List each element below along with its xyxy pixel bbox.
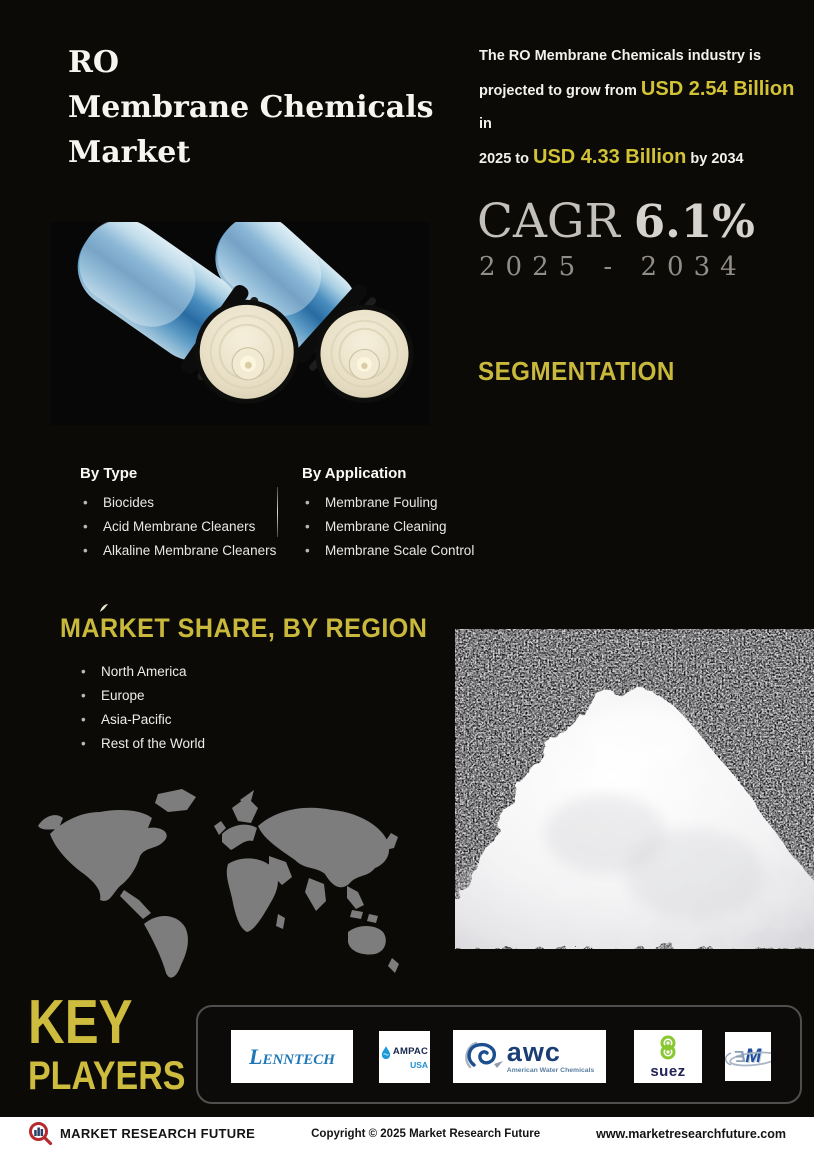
logo-suez	[634, 1030, 702, 1083]
market-projection-text	[479, 40, 811, 176]
em-swoosh-icon	[725, 1049, 771, 1069]
cagr-block	[477, 194, 755, 249]
cagr-period: 2025 - 2034	[479, 252, 747, 282]
projection-value-2034: USD 4.33 Billion	[533, 146, 687, 168]
logo-awc	[453, 1030, 606, 1083]
list-item: • Biocides	[80, 491, 276, 515]
logo-ampac-usa	[379, 1031, 430, 1083]
footer-bar	[0, 1117, 814, 1150]
ampac-wordmark: AMPAC	[392, 1046, 429, 1057]
footer-website: www.marketresearchfuture.com	[596, 1126, 786, 1141]
page-title	[68, 40, 434, 175]
projection-value-2025: USD 2.54 Billion	[640, 78, 795, 100]
chemical-powder-photo	[455, 629, 814, 949]
suez-loop-icon	[653, 1034, 683, 1062]
logo-em	[725, 1032, 771, 1081]
list-item: • North America	[78, 660, 205, 684]
mrfr-logo-icon	[28, 1121, 53, 1146]
suez-wordmark: suez	[650, 1063, 686, 1080]
lenntech-wordmark: Lenntech	[249, 1043, 335, 1069]
footer-brand	[28, 1121, 255, 1146]
by-application-title: By Application	[302, 465, 407, 482]
projection-line-2	[479, 73, 811, 141]
list-item: • Acid Membrane Cleaners	[80, 515, 276, 539]
projection-line-2-post: in	[479, 116, 492, 132]
world-map	[36, 784, 408, 982]
awc-swirl-icon	[465, 1040, 503, 1074]
title-line-2: Membrane Chemicals	[68, 90, 434, 125]
awc-subtitle: American Water Chemicals	[506, 1066, 595, 1074]
cagr-label: CAGR	[477, 194, 620, 249]
world-map-silhouette	[36, 784, 408, 982]
title-line-3: Market	[68, 135, 191, 170]
logo-lenntech	[231, 1030, 353, 1083]
segmentation-by-type	[80, 465, 276, 563]
key-players-line-2: PLAYERS	[28, 1054, 186, 1098]
projection-line-3	[479, 141, 811, 176]
list-item: • Rest of the World	[78, 732, 205, 756]
title-line-1: RO	[68, 45, 120, 80]
em-letter-m: M	[745, 1046, 762, 1067]
segmentation-by-application	[302, 465, 474, 563]
list-item: • Membrane Scale Control	[302, 539, 474, 563]
segmentation-heading: SEGMENTATION	[478, 356, 675, 386]
projection-line-3-post: by 2034	[686, 151, 744, 167]
ro-membrane-photo	[50, 222, 430, 425]
market-share-heading: MARKET SHARE, BY REGION	[60, 613, 428, 643]
ro-membrane-illustration	[50, 222, 430, 425]
segmentation-divider	[277, 487, 278, 537]
footer-brand-text: MARKET RESEARCH FUTURE	[60, 1126, 256, 1141]
key-players-logo-panel	[196, 1005, 802, 1104]
list-item: • Alkaline Membrane Cleaners	[80, 539, 276, 563]
cagr-value: 6.1%	[633, 195, 755, 248]
water-drop-icon	[381, 1045, 391, 1059]
powder-illustration	[455, 629, 814, 949]
key-players-heading	[28, 988, 213, 1100]
by-type-title: By Type	[80, 465, 138, 482]
projection-line-2-pre: projected to grow from	[479, 83, 641, 99]
list-item: • Membrane Fouling	[302, 491, 474, 515]
awc-wordmark: awc	[506, 1036, 561, 1067]
list-item: • Europe	[78, 684, 205, 708]
list-item: • Membrane Cleaning	[302, 515, 474, 539]
em-letter-e: E	[734, 1049, 746, 1066]
footer-copyright: Copyright © 2025 Market Research Future	[311, 1127, 541, 1140]
key-players-line-1: KEY	[28, 988, 133, 1057]
region-list	[78, 660, 205, 756]
projection-line-1: The RO Membrane Chemicals industry is	[479, 48, 762, 64]
projection-line-3-pre: 2025 to	[479, 151, 533, 167]
ampac-usa-label: USA	[410, 1059, 429, 1070]
list-item: • Asia-Pacific	[78, 708, 205, 732]
